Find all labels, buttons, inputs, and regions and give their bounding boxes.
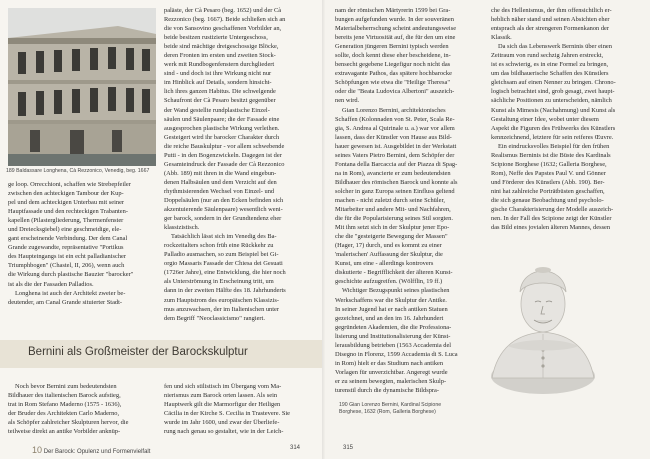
text-line: oder die "Beata Ludovica Albertoni" auszeich- xyxy=(335,88,455,96)
text-line: solcher in ganz Europa seinen Einfluss geltend xyxy=(335,187,455,195)
text-line: Schöpfungen wie etwa die "Heilige Theresa" xyxy=(335,79,450,87)
left-col1-top xyxy=(8,180,156,307)
text-line: deutender, am Canal Grande situierter Stadt- xyxy=(8,298,123,306)
text-line: Longhena ist auch der Architekt zweier be- xyxy=(15,289,126,297)
text-line: kapellen (Pilastergliederung, Thermenfenster xyxy=(8,217,124,225)
text-line: paläste, der Cà Pesaro (beg. 1652) und der Cà xyxy=(164,7,282,14)
text-line: orgio Massaris Fassade der Chiesa dei Gesuati xyxy=(164,260,283,268)
text-line: In seiner Jugend hat er nach antiken Statuen xyxy=(335,305,448,313)
text-line: mus anzuwachsen, der im Italienischen unter xyxy=(164,305,279,313)
text-line: fen und sich stilistisch im Übergang vom Ma- xyxy=(164,383,282,390)
left-col2 xyxy=(164,6,316,323)
text-line: Aspekt die Figuren des Frühwerks des Künstlers xyxy=(491,124,616,132)
text-line: Tatsächlich lässt sich im Venedig des Ba- xyxy=(171,233,277,241)
text-line: bensecht gegebene Liegefigur noch nicht das xyxy=(335,61,451,69)
text-line: seines Vaters Pietro Bernini, dem Schöpfer der xyxy=(335,151,455,159)
text-line: nini hat zahlreiche Porträtbüsten geschaffen, xyxy=(491,187,605,195)
text-line: trat in Rom Stefano Maderno (1575 - 1636), xyxy=(8,401,122,409)
text-line: und Dreiecksgiebel) eine geschmeidige, ele- xyxy=(8,226,122,234)
text-line: Triumphbogen" (Chastel, II, 206), wenn auch xyxy=(8,262,125,270)
text-line: lisierung und Institutionalisierung der Künst- xyxy=(335,332,451,340)
text-line: Mit ihm setzt sich in der Skulptur jener Epo- xyxy=(335,224,450,232)
text-line: klassizistisch. xyxy=(164,224,200,232)
text-line: sollte, doch kennt diese eher bescheidene, in- xyxy=(335,52,451,60)
text-line: Realismus Berninis ist die Büste des Kardinals xyxy=(491,151,611,159)
text-line: Ein eindrucksvolles Beispiel für den frühen xyxy=(498,142,610,150)
text-line: ausgesprochen plastische Wirkung verleihen. xyxy=(164,124,280,132)
text-line: und Förderer des Künstlers (Abb. 190). Ber- xyxy=(491,178,605,186)
text-line: pel und dem achteckigen Unterbau mit seiner xyxy=(8,199,125,207)
text-line: zum Hauptstrom des europäischen Klassizis- xyxy=(164,296,280,304)
text-line: zwischen den achteckigen Tambour der Kup- xyxy=(8,190,124,198)
text-line: Hauptfassade und den rechteckigen Trabanten- xyxy=(8,208,128,216)
text-line: ist es schwierig, es in eine Formel zu bringen, xyxy=(491,61,609,69)
running-footer xyxy=(32,445,150,455)
text-line: Zeitraum von rund sechzig Jahren erstreckt, xyxy=(491,52,604,60)
text-line: nen. In der Fall des Scipione zeigt der Künstler xyxy=(491,215,612,223)
text-line: teilweise direkt an antike Vorbilder anknüp- xyxy=(8,428,121,436)
text-line: heblich näher stand und seinen Absichten eher xyxy=(491,16,610,24)
text-line: ge loop. Orrecchioni, schaffen wie Strebepfeiler xyxy=(8,181,131,188)
right-col2 xyxy=(491,6,641,232)
text-line: Doppelsäulen (nur an den Ecken befinden sich xyxy=(164,196,284,204)
text-line: das Bild eines jovialen älteren Mannes, dessen xyxy=(491,224,611,232)
text-line: Schaffen (Kolonnaden von St. Peter, Scala Re- xyxy=(335,115,455,123)
text-line: geschichte aufzugreifen. (Wölfflin, 19 ff.) xyxy=(335,278,443,286)
bust-sculpture-image xyxy=(488,246,598,396)
text-line: Wichtiger Bezugspunkt seines plastischen xyxy=(342,287,450,295)
page-number-right: 315 xyxy=(343,445,354,451)
text-line: die für die Popularisierung seines Stil sorgten. xyxy=(335,215,453,223)
text-line: die sich genaue Beobachtung und psycholo- xyxy=(491,196,604,204)
text-line: 'malerischen' Auffassung der Skulptur, die xyxy=(335,251,443,259)
text-line: der Wand gestellte rundplastische Einzel- xyxy=(164,106,270,114)
text-line: Cäcilia in der Kirche S. Cecilia in Trastevere. Sie xyxy=(164,410,291,418)
text-line: (Hager, 17) durch, und es kommt zu einer xyxy=(335,242,442,250)
text-line: Kunst, um eine - allerdings kontrovers xyxy=(335,260,434,268)
text-line: als Unterströmung in Erscheinung tritt, um xyxy=(164,278,274,286)
text-line: er zu seinem bewegten, malerischen Skulp- xyxy=(335,377,447,385)
text-line: bungen aufgefunden wurde. In der souveränen xyxy=(335,16,454,24)
text-line: Palladio ausmachen, so zum Beispiel bei Gi- xyxy=(164,251,279,259)
text-line: gezeichnet, und an den im 16. Jahrhundert xyxy=(335,314,444,322)
chapter-title: Der Barock: Opulenz und Formenvielfalt xyxy=(43,449,151,455)
text-line: Da sich das Lebenswerk Berninis über einen xyxy=(498,43,612,51)
text-line: sind - und doch ist ihre Wirkung nicht nur xyxy=(164,70,272,78)
left-col1-bottom xyxy=(8,382,156,436)
text-line: dann in der zweiten Hälfte des 18. Jahrhunderts xyxy=(164,287,286,295)
chapter-number: 10 xyxy=(32,445,43,455)
text-line: Hauptwerk gilt die Marmorfigur der Heiligen xyxy=(164,401,281,409)
text-line: im Hinblick auf Details, sondern hinsicht- xyxy=(164,79,272,87)
text-line: der Bruder des Architekten Carlo Maderno, xyxy=(8,410,120,418)
text-line: Rezzonico (beg. 1667). Beide schließen sich an xyxy=(164,16,286,24)
text-line: des Haupteingangs ist ein echt palladianischer xyxy=(8,253,127,261)
text-line: um das bildhauerische Schaffen des Künstlers xyxy=(491,70,609,78)
text-line: lassen, dass der Künstler von Hause aus Bild- xyxy=(335,133,452,141)
figure-caption-189: 189 Baldassare Longhena, Cà Rezzonico, Venedig, beg. 1667 xyxy=(6,168,150,174)
text-line: die von Sansovino geschaffenen Vorbilder an, xyxy=(164,25,282,33)
text-line: gia, S. Andrea al Quirinale u. a.) war vor allem xyxy=(335,124,455,132)
text-line: Disegno in Florenz, 1599 Accademia di S. Luca xyxy=(335,350,458,358)
text-line: Werkschaffens war die Skulptur der Antike. xyxy=(335,296,447,304)
text-line: Kunst als Mimesis (Nachahmung) und Kunst als xyxy=(491,106,616,114)
figure-caption-190 xyxy=(339,402,441,416)
text-line: machen - nicht zuletzt durch seine Schüler, xyxy=(335,196,445,204)
text-line: gegründeten Akademien, die die Professiona- xyxy=(335,323,452,331)
text-line: rockzeitalters schon früh eine Rückkehr zu xyxy=(164,242,274,250)
right-col1 xyxy=(335,6,485,395)
text-line: Generation jüngeren Bernini typisch werden xyxy=(335,43,449,51)
text-line: Gestaltung einer Idee, wobei unter diesem xyxy=(491,115,599,123)
text-line: kennzeichnend, letztere für sein reiferes Œuvre. xyxy=(491,133,614,141)
text-line: akzentuierende Säulenpaare) wesentlich weni- xyxy=(164,206,283,214)
text-line: werk mit Rundbogenfenstern durchgliedert xyxy=(164,61,275,69)
text-line: Klassik. xyxy=(491,34,512,42)
text-line: Materialbeherrschung scheint andeutungsweise xyxy=(335,25,457,33)
text-line: deren Fronten im ersten und zweiten Stock- xyxy=(164,52,276,60)
text-line: Gian Lorenzo Bernini, architektonisches xyxy=(342,106,446,114)
text-line: Putti - in den Bogenzwickeln. Dagegen ist der xyxy=(164,151,282,159)
text-line: hauer gewesen ist. Ausgebildet in der Werkstatt xyxy=(335,142,457,150)
text-line: Bildhauer des italienischen Barock aufstieg, xyxy=(8,392,121,400)
text-line: denen Halbsäulen und dem Verzicht auf den xyxy=(164,178,277,186)
text-line: nam der römischen Märtyrerin 1599 bei Gra- xyxy=(335,7,451,14)
text-line: nierismus zum Barock orten lassen. Als sein xyxy=(164,392,278,400)
text-line: gleichsam auf einen Nenner zu bringen. Chrono- xyxy=(491,79,616,87)
text-line: (Abb. 189) mit ihren in die Wand eingebun- xyxy=(164,169,277,177)
text-line: Grande zugewandte, repräsentative "Portikus xyxy=(8,244,124,252)
text-line: Mitarbeiter und andere Mit- und Nachfahren, xyxy=(335,206,451,214)
text-line: in Rom) hielt er das Studium nach antiken xyxy=(335,359,444,367)
text-line: Vorlagen für unverzichtbar. Angeregt wurde xyxy=(335,368,448,376)
caption-line: Borghese, 1632 (Rom, Galleria Borghese) xyxy=(339,409,436,415)
text-line: rung nach genau so gestaltet, wie in der Leich- xyxy=(164,428,284,436)
text-line: beide besitzen rustizierte Untergeschoss, xyxy=(164,34,268,42)
section-heading: Bernini als Großmeister der Barockskulptur xyxy=(28,346,248,358)
text-line: Noch bevor Bernini zum bedeutendsten xyxy=(15,383,117,390)
text-line: na in Rom), avancierte er zum bedeutendsten xyxy=(335,169,451,177)
text-line: Schaufront der Cà Pesaro besitzt gegenüber xyxy=(164,97,276,105)
text-line: lerausbildung betrieben (1563 Accademia del xyxy=(335,341,452,349)
text-line: ger barock, sondern in der Grundtendenz eher xyxy=(164,215,282,223)
text-line: säulen und Säulenpaare; die der Fassade eine xyxy=(164,115,280,123)
text-line: extravagante Pathos, das spätere hochbarocke xyxy=(335,70,452,78)
text-line: sächliche Positionen zu unterscheiden, nämlich xyxy=(491,97,612,105)
caption-line: 190 Gian Lorenzo Bernini, Kardinal Scipione xyxy=(339,402,442,408)
left-col2-bottom xyxy=(164,382,316,436)
text-line: bereits jene Virtuosität auf, die für den um eine xyxy=(335,34,456,42)
text-line: als Schöpfer zahlreicher Skulpturen hervor, die xyxy=(8,419,129,427)
text-line: diskutierte - Begrifflichkeit der älteren Kunst- xyxy=(335,269,453,277)
text-line: lich ihres ganzen Habitus. Die schwelgende xyxy=(164,88,276,96)
text-line: turenstil durch die dynamische Bildspra- xyxy=(335,386,440,394)
text-line: gant erscheinende Verbindung. Der dem Canal xyxy=(8,235,128,243)
text-line: beide sind mächtige dreigeschossige Blöcke, xyxy=(164,43,279,51)
text-line: Gesteigert wird ihr barocker Charakter durch xyxy=(164,133,280,141)
text-line: gische Charakterisierung der Modelle auszeich- xyxy=(491,206,614,214)
text-line: Fontana della Barcaccia auf der Piazza di Spag- xyxy=(335,160,458,168)
text-line: entsprach als der strengeren Formenkanon der xyxy=(491,25,610,33)
text-line: (1726er Jahre), eine Entwicklung, die hier noch xyxy=(164,269,286,277)
text-line: die reiche Bauskulptur - vor allem schwebende xyxy=(164,142,285,150)
palace-photo xyxy=(8,8,156,166)
text-line: wurde im Jahr 1600, und zwar der Überliefe- xyxy=(164,419,280,427)
text-line: Scipione Borghese (1632; Galleria Borghese, xyxy=(491,160,607,168)
text-line: dem Begriff "Neoclassicismo" rangiert. xyxy=(164,314,265,322)
text-line: nen wird. xyxy=(335,97,360,105)
text-line: Bildhauer des römischen Barock und konnte als xyxy=(335,178,458,186)
text-line: Rom), Neffe des Papstes Paul V. und Gönner xyxy=(491,169,606,177)
text-line: che die "gesteigerte Bewegung der Massen" xyxy=(335,233,448,241)
text-line: rhythmisierenden Wechsel von Einzel- und xyxy=(164,187,275,195)
text-line: ist als die der Fassaden Palladios. xyxy=(8,280,94,288)
page-number-left: 314 xyxy=(290,445,301,451)
text-line: logisch betrachtet sind, grob gesagt, zwei haupt- xyxy=(491,88,615,96)
text-line: die Wirkung durch plastische Bauzier "barocker" xyxy=(8,271,134,279)
text-line: che des Hellenismus, der ihm offensichtlich er- xyxy=(491,7,612,14)
text-line: Gesamteindruck der Fassade der Cà Rezzonico xyxy=(164,160,285,168)
